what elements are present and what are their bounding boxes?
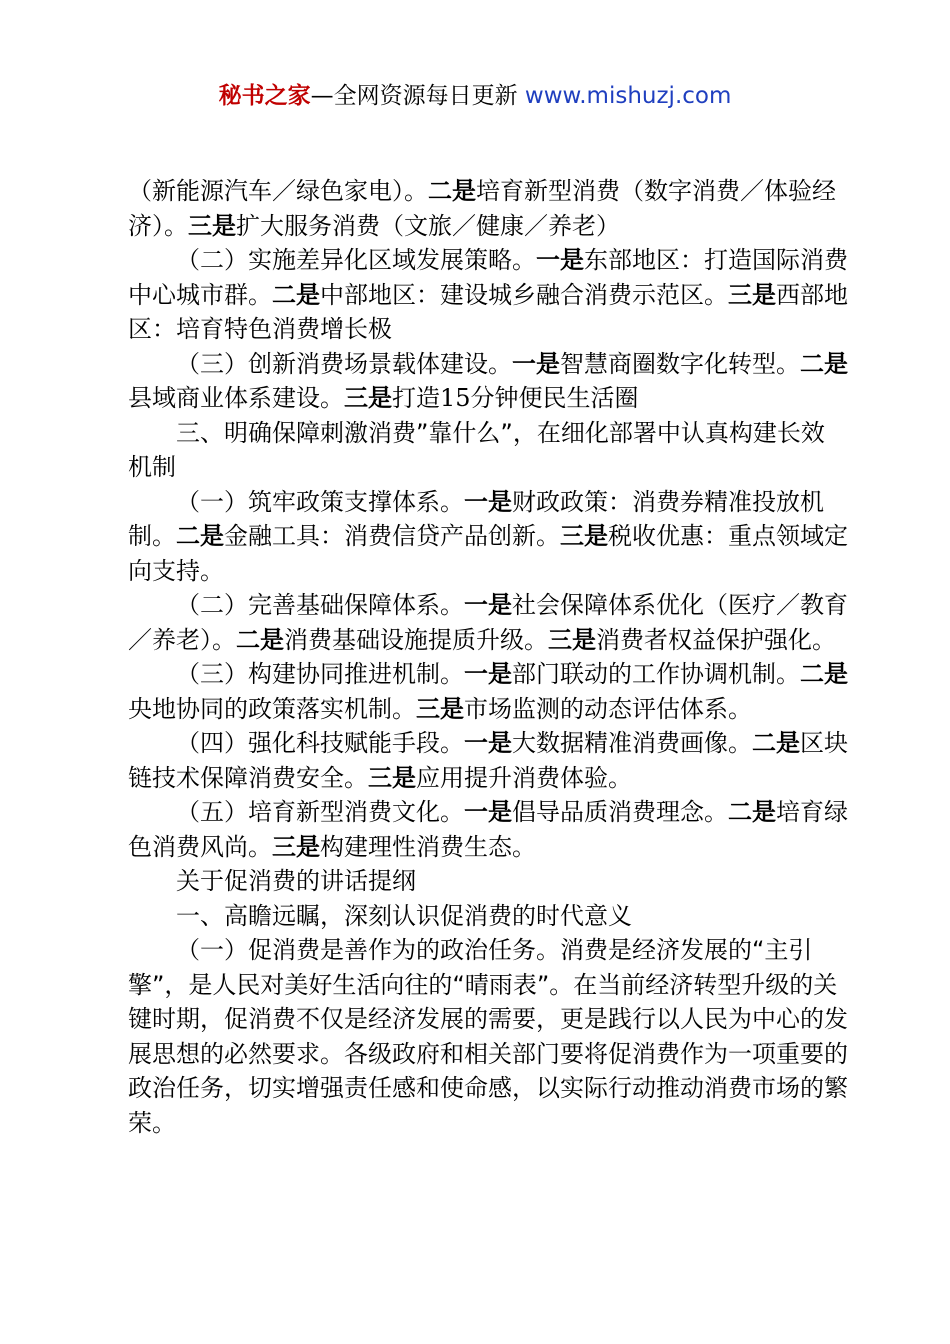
bold-marker: 二是: [800, 660, 848, 688]
text-segment: 社会保障体系优化（医疗／教育／养老）。: [128, 591, 848, 654]
paragraph: [128, 899, 848, 934]
text-segment: （四）强化科技赋能手段。: [176, 729, 464, 757]
bold-marker: 三是: [560, 522, 608, 550]
text-segment: 培育绿色消费风尚。: [128, 798, 848, 861]
text-segment: 税收优惠：重点领域定向支持。: [128, 522, 848, 585]
text-segment: 县域商业体系建设。: [128, 384, 344, 412]
page-header: [0, 80, 950, 112]
text-segment: （一）促消费是善作为的政治任务。消费是经济发展的“主引擎”，是人民对美好生活向往的“晴雨表”。在当前经济转型升级的关键时期，促消费不仅是经济发展的需要，更是践行以人民为中心的发展思想的必然要求。各级政府和相关部门要将促消费作为一项重要的政治任务，切实增强责任感和使命感，以实际行动推动消费市场的繁荣。: [128, 936, 848, 1137]
document-body: [128, 174, 848, 1140]
text-segment: 金融工具：消费信贷产品创新。: [224, 522, 560, 550]
text-segment: （新能源汽车／绿色家电）。: [128, 177, 428, 205]
brand-name: 秘书之家: [218, 83, 311, 109]
text-segment: 中部地区：建设城乡融合消费示范区。: [320, 280, 728, 309]
bold-marker: 二是: [272, 280, 320, 309]
text-segment: 消费基础设施提质升级。: [284, 625, 548, 654]
text-segment: 构建理性消费生态。: [320, 832, 536, 861]
paragraph: [128, 588, 848, 657]
text-segment: （三）构建协同推进机制。: [176, 660, 464, 688]
text-segment: （二）实施差异化区域发展策略。: [176, 246, 536, 274]
paragraph: [128, 933, 848, 1140]
text-segment: （三）创新消费场景载体建设。: [176, 349, 512, 378]
paragraph: [128, 347, 848, 416]
text-segment: 分钟便民生活圈: [470, 384, 639, 412]
text-segment: 倡导品质消费理念。: [512, 798, 728, 826]
bold-marker: 三是: [368, 763, 416, 792]
website-link[interactable]: www.mishuzj.com: [524, 83, 732, 109]
bold-marker: 一是: [536, 246, 584, 274]
bold-marker: 三是: [728, 280, 776, 309]
text-segment: 部门联动的工作协调机制。: [512, 660, 800, 688]
text-segment: （一）筑牢政策支撑体系。: [176, 487, 464, 516]
header-tagline: —全网资源每日更新: [310, 83, 518, 109]
text-segment: 市场监测的动态评估体系。: [464, 694, 752, 723]
text-segment: 财政政策：消费券精准投放机制。: [128, 487, 824, 550]
paragraph: [128, 174, 848, 243]
bold-marker: 一是: [464, 729, 512, 757]
text-segment: 扩大服务消费（文旅／健康／养老）: [236, 211, 620, 240]
bold-marker: 二是: [800, 349, 848, 378]
text-segment: 打造: [392, 384, 440, 412]
text-segment: 东部地区：打造国际消费中心城市群。: [128, 246, 848, 309]
bold-marker: 二是: [428, 177, 476, 205]
bold-marker: 一是: [512, 349, 560, 378]
bold-marker: 一是: [464, 487, 512, 516]
paragraph: [128, 416, 848, 485]
paragraph: [128, 864, 848, 899]
text-segment: （二）完善基础保障体系。: [176, 591, 464, 619]
text-segment: 15: [440, 384, 471, 412]
bold-marker: 三是: [272, 832, 320, 861]
bold-marker: 三是: [416, 694, 464, 723]
bold-marker: 一是: [464, 591, 512, 619]
text-segment: 区块链技术保障消费安全。: [128, 729, 848, 792]
text-segment: 西部地区：培育特色消费增长极: [128, 280, 848, 343]
paragraph: [128, 243, 848, 347]
bold-marker: 一是: [464, 660, 512, 688]
paragraph: [128, 485, 848, 589]
text-segment: 三、明确保障刺激消费”靠什么”，在细化部署中认真构建长效机制: [128, 418, 825, 481]
bold-marker: 三是: [188, 211, 236, 240]
paragraph: [128, 657, 848, 726]
text-segment: 智慧商圈数字化转型。: [560, 349, 800, 378]
bold-marker: 三是: [344, 384, 392, 412]
bold-marker: 二是: [728, 798, 776, 826]
text-segment: 央地协同的政策落实机制。: [128, 694, 416, 723]
bold-marker: 三是: [548, 625, 596, 654]
text-segment: 消费者权益保护强化。: [596, 625, 836, 654]
paragraph: [128, 726, 848, 795]
bold-marker: 二是: [176, 522, 224, 550]
text-segment: 培育新型消费（数字消费／体验经济）。: [128, 177, 836, 240]
paragraph: [128, 795, 848, 864]
text-segment: 关于促消费的讲话提纲: [176, 867, 416, 895]
text-segment: 大数据精准消费画像。: [512, 729, 752, 757]
text-segment: （五）培育新型消费文化。: [176, 798, 464, 826]
text-segment: 一、高瞻远瞩，深刻认识促消费的时代意义: [176, 901, 632, 930]
bold-marker: 二是: [236, 625, 284, 654]
text-segment: 应用提升消费体验。: [416, 763, 632, 792]
bold-marker: 一是: [464, 798, 512, 826]
bold-marker: 二是: [752, 729, 800, 757]
